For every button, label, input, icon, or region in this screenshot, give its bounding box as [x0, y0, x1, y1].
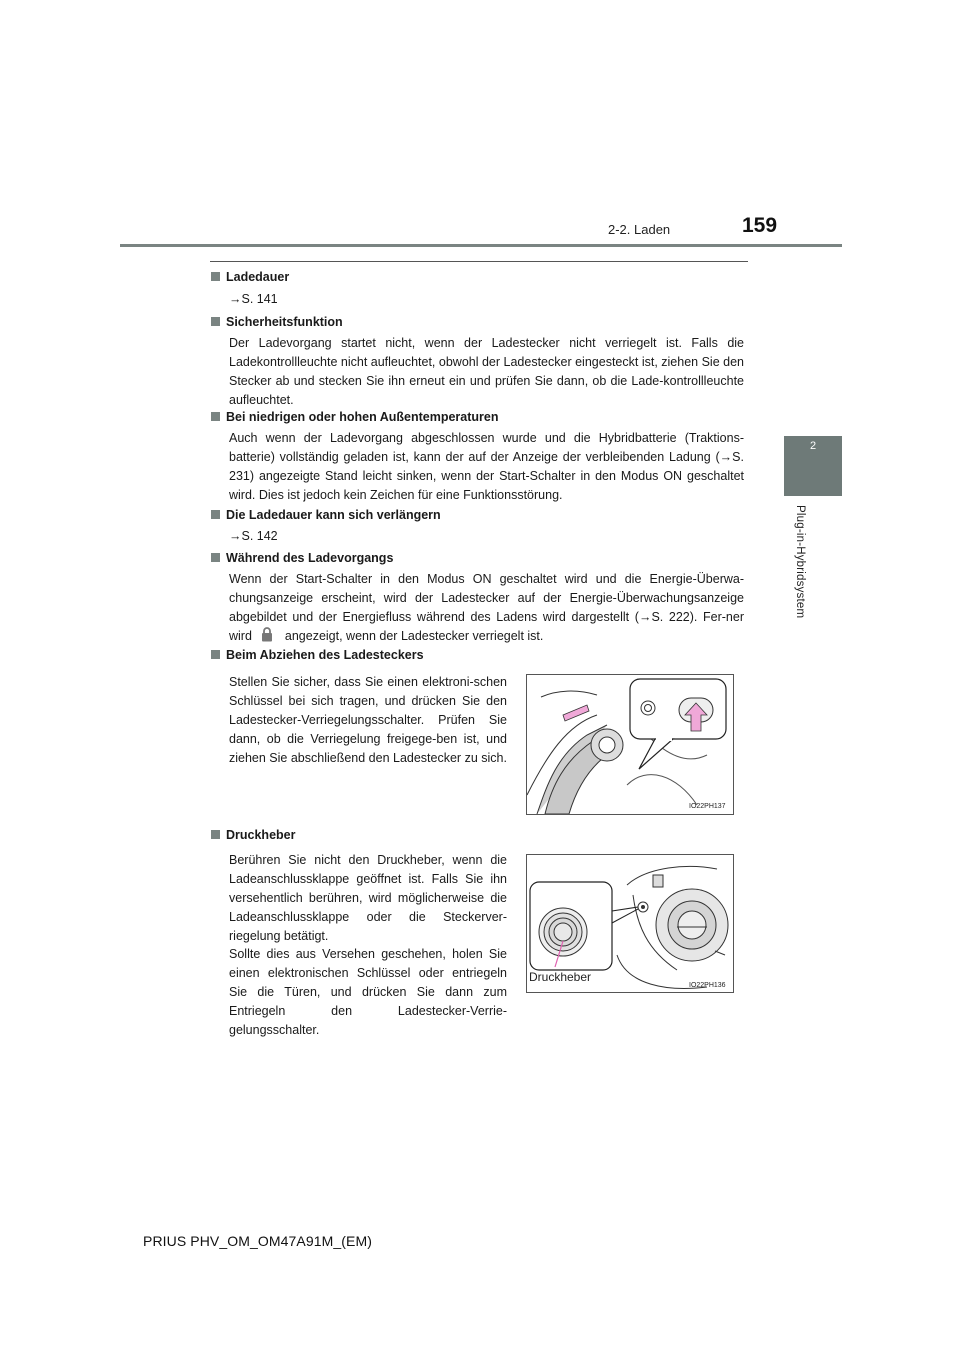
page-number: 159 [742, 214, 778, 237]
figure-unlock-switch [526, 674, 734, 815]
section-heading: Druckheber [211, 828, 295, 842]
section-heading: Die Ladedauer kann sich verlängern [211, 508, 441, 522]
section-body: Der Ladevorgang startet nicht, wenn der Ladestecker nicht verriegelt ist. Falls die Ladekontrollleuchte nicht aufleuchtet, obwohl der Ladestecker eingesteckt ist, ziehen Sie den Stecker ab und stecken Sie ihn erneut ein und prüfen Sie dann, ob die Lade-kontrollleuchte aufleuchtet. [229, 336, 744, 407]
charging-connector-illustration [527, 675, 733, 814]
chapter-title: Plug-in-Hybridsystem [794, 505, 806, 619]
section-body: →S. 142 [229, 529, 278, 543]
figure-push-lifter [526, 854, 734, 993]
chapter-number: 2 [809, 440, 817, 452]
section-heading: Bei niedrigen oder hohen Außentemperaturen [211, 410, 499, 424]
bullet-square-icon [211, 510, 220, 519]
section-body: Wenn der Start-Schalter in den Modus ON geschaltet wird und die Energie-Überwa-chungsanzeige erscheint, wird der Ladestecker auf der Energie-Überwachungsanzeige abgebildet und der Energiefluss während des Ladens wird dargestellt (→S. 222). Fer-ner wird angezeigt, wenn der Ladestecker verriegelt ist. [229, 570, 744, 648]
section-heading: Während des Ladevorgangs [211, 551, 393, 565]
content-rule [210, 261, 748, 262]
section-heading: Ladedauer [211, 270, 289, 284]
callout-label: Druckheber [529, 970, 592, 984]
section-body: Stellen Sie sicher, dass Sie einen elektroni-schen Schlüssel bei sich tragen, und drücken Sie den Ladestecker-Verriegelungsschalter. Prüfen Sie dann, ob die Verriegelung freigege-ben ist, und ziehen Sie abschließend den Ladestecker zu sich. [229, 675, 507, 765]
figure-code: IO22PH137 [689, 803, 726, 810]
lock-icon [261, 627, 275, 648]
bullet-square-icon [211, 272, 220, 281]
bullet-square-icon [211, 412, 220, 421]
bullet-square-icon [211, 650, 220, 659]
bullet-square-icon [211, 830, 220, 839]
section-body: Berühren Sie nicht den Druckheber, wenn die Ladeanschlussklappe geöffnet ist. Falls Sie ihn versehentlich berühren, wird möglicherweise die Ladeanschlussklappe oder die Steckerver-riegelung betätigt. [229, 853, 507, 943]
section-label: 2-2. Laden [608, 222, 671, 237]
footer-doc-id: PRIUS PHV_OM_OM47A91M_(EM) [143, 1233, 372, 1249]
bullet-square-icon [211, 317, 220, 326]
header-rule [120, 244, 842, 247]
section-body: →S. 141 [229, 292, 278, 306]
figure-code: IO22PH136 [689, 982, 726, 989]
section-body: Auch wenn der Ladevorgang abgeschlossen wurde und die Hybridbatterie (Traktions-batterie) vollständig geladen ist, kann der auf der Anzeige der verbleibenden Ladung (→S. 231) angezeigte Stand leicht sinken, wenn der Start-Schalter in den Modus ON geschaltet wird. Dies ist jedoch kein Zeichen für eine Funktionsstörung. [229, 431, 744, 502]
section-heading: Beim Abziehen des Ladesteckers [211, 648, 424, 662]
bullet-square-icon [211, 553, 220, 562]
section-body: Sollte dies aus Versehen geschehen, holen Sie einen elektronischen Schlüssel oder entriegeln Sie die Türen, und drücken Sie dann zum Entriegeln den Ladestecker-Verrie-gelungsschalter. [229, 947, 507, 1037]
section-heading: Sicherheitsfunktion [211, 315, 343, 329]
